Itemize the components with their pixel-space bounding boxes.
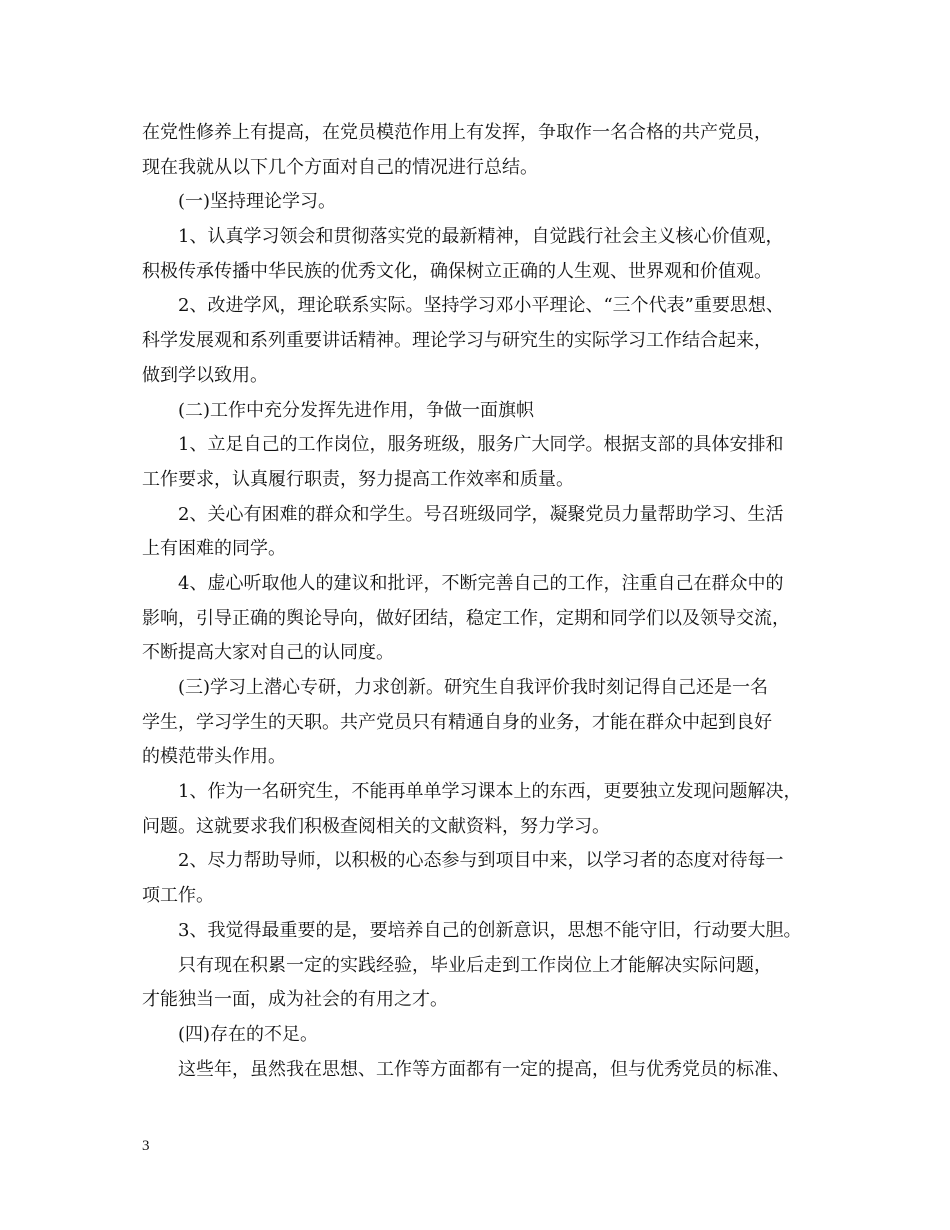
text-line: 2、改进学风，理论联系实际。坚持学习邓小平理论、“三个代表”重要思想、 — [178, 295, 784, 317]
page-number: 3 — [142, 1138, 150, 1154]
text-line: 影响，引导正确的舆论导向，做好团结，稳定工作，定期和同学们以及领导交流， — [142, 607, 790, 629]
text-line: 积极传承传播中华民族的优秀文化，确保树立正确的人生观、世界观和价值观。 — [142, 260, 772, 282]
text-line: 才能独当一面，成为社会的有用之才。 — [142, 989, 448, 1011]
text-line: 1、认真学习领会和贯彻落实党的最新精神，自觉践行社会主义核心价值观， — [178, 226, 784, 248]
text-line: 不断提高大家对自己的认同度。 — [142, 642, 394, 664]
text-line: (一)坚持理论学习。 — [178, 191, 337, 213]
text-line: 工作要求，认真履行职责，努力提高工作效率和质量。 — [142, 468, 574, 490]
text-line: 1、立足自己的工作岗位，服务班级，服务广大同学。根据支部的具体安排和 — [178, 434, 784, 456]
text-line: (三)学习上潜心专研，力求创新。研究生自我评价我时刻记得自己还是一名 — [178, 677, 769, 698]
text-line: 科学发展观和系列重要讲话精神。理论学习与研究生的实际学习工作结合起来， — [142, 330, 772, 352]
text-line: (四)存在的不足。 — [178, 1023, 319, 1045]
text-line: 只有现在积累一定的实践经验，毕业后走到工作岗位上才能解决实际问题， — [178, 954, 772, 976]
text-line: 3、我觉得最重要的是，要培养自己的创新意识，思想不能守旧，行动要大胆。 — [178, 919, 802, 941]
text-line: 现在我就从以下几个方面对自己的情况进行总结。 — [142, 156, 538, 178]
text-line: 学生，学习学生的天职。共产党员只有精通自身的业务，才能在群众中起到良好 — [142, 711, 772, 733]
text-line: 4、虚心听取他人的建议和批评，不断完善自己的工作，注重自己在群众中的 — [178, 572, 784, 594]
text-line: 上有困难的同学。 — [142, 538, 286, 560]
text-line: 项工作。 — [142, 885, 214, 907]
text-line: 这些年，虽然我在思想、工作等方面都有一定的提高，但与优秀党员的标准、 — [178, 1058, 790, 1080]
text-line: 做到学以致用。 — [142, 364, 268, 386]
text-line: 2、尽力帮助导师，以积极的心态参与到项目中来，以学习者的态度对待每一 — [178, 850, 784, 872]
text-line: 1、作为一名研究生，不能再单单学习课本上的东西，更要独立发现问题解决， — [178, 781, 802, 803]
body-text — [142, 116, 822, 1087]
text-line: 的模范带头作用。 — [142, 746, 286, 768]
text-line: 在党性修养上有提高，在党员模范作用上有发挥，争取作一名合格的共产党员， — [142, 122, 772, 143]
text-line: 问题。这就要求我们积极查阅相关的文献资料，努力学习。 — [142, 815, 610, 837]
text-line: (二)工作中充分发挥先进作用，争做一面旗帜 — [178, 399, 535, 421]
text-line: 2、关心有困难的群众和学生。号召班级同学，凝聚党员力量帮助学习、生活 — [178, 503, 784, 525]
